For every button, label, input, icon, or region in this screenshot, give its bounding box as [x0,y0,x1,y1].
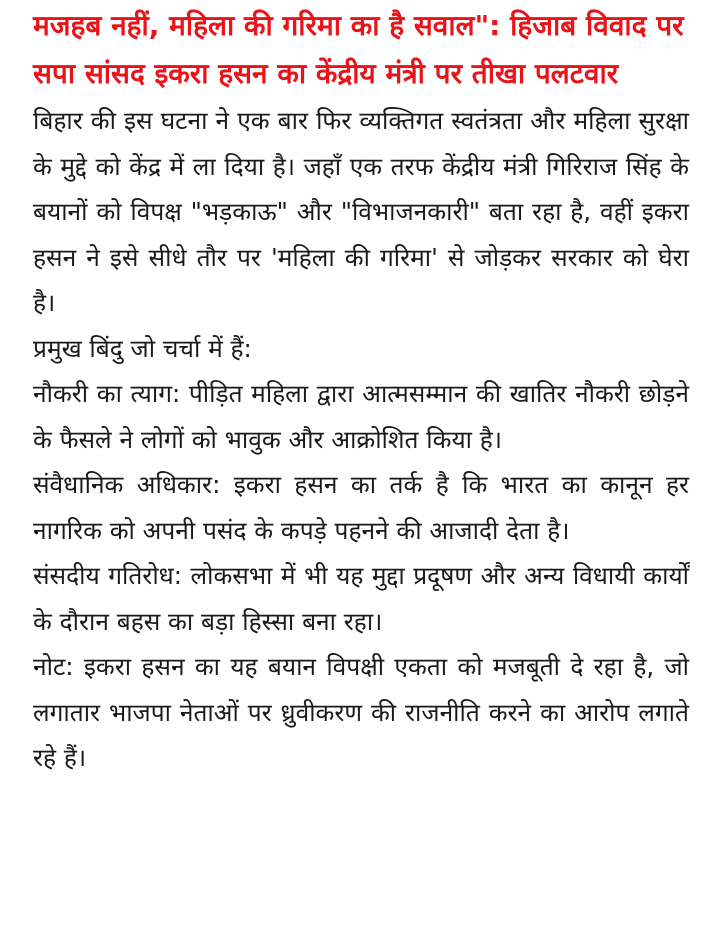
point-constitutional-right: संवैधानिक अधिकार: इकरा हसन का तर्क है कि भारत का कानून हर नागरिक को अपनी पसंद के कपड़े पहनने की आजादी देता है। [33,470,689,545]
note-paragraph: नोट: इकरा हसन का यह बयान विपक्षी एकता को मजबूती दे रहा है, जो लगातार भाजपा नेताओं पर ध्रुवीकरण की राजनीति करने का आरोप लगाते रहे हैं। [33,652,689,772]
article-headline: मजहब नहीं, महिला की गरिमा का है सवाल": हिजाब विवाद पर सपा सांसद इकरा हसन का केंद्रीय मंत्री पर तीखा पलटवार [33,9,684,90]
point-parliament-deadlock: संसदीय गतिरोध: लोकसभा में भी यह मुद्दा प्रदूषण और अन्य विधायी कार्यों के दौरान बहस का बड़ा हिस्सा बना रहा। [33,561,689,636]
intro-paragraph: बिहार की इस घटना ने एक बार फिर व्यक्तिगत स्वतंत्रता और महिला सुरक्षा के मुद्दे को केंद्र में ला दिया है। जहाँ एक तरफ केंद्रीय मंत्री गिरिराज सिंह के बयानों को विपक्ष "भड़काऊ" और "विभाजनकारी" बता रहा है, वहीं इकरा हसन ने इसे सीधे तौर पर 'महिला की गरिमा' से जोड़कर सरकार को घेरा है। [33,106,689,317]
point-job-sacrifice: नौकरी का त्याग: पीड़ित महिला द्वारा आत्मसम्मान की खातिर नौकरी छोड़ने के फैसले ने लोगों को भावुक और आक्रोशित किया है। [33,379,689,454]
points-heading: प्रमुख बिंदु जो चर्चा में हैं: [33,333,252,363]
